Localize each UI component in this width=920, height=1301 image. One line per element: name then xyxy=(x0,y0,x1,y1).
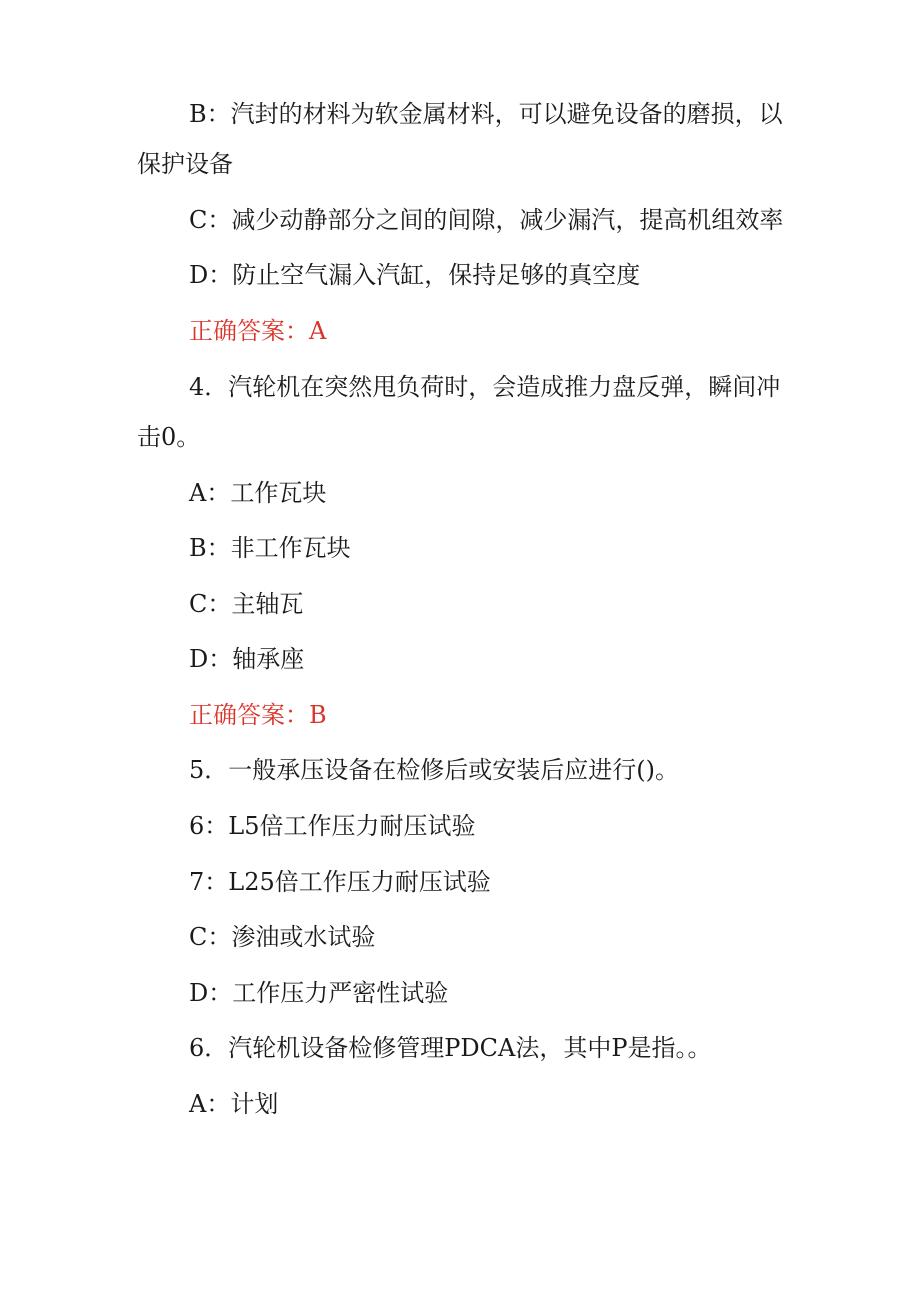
option-b-line-1: B：汽封的材料为软金属材料，可以避免设备的磨损，以 xyxy=(189,100,783,128)
question-6: 6．汽轮机设备检修管理PDCA法，其中P是指。。 xyxy=(189,1034,712,1062)
question-4-line-1: 4．汽轮机在突然甩负荷时，会造成推力盘反弹，瞬间冲 xyxy=(189,373,781,401)
correct-answer-4: 正确答案：B xyxy=(189,701,327,729)
question-4-option-b: B：非工作瓦块 xyxy=(189,534,351,562)
option-b-line-2: 保护设备 xyxy=(137,150,233,178)
question-4-option-a: A：工作瓦块 xyxy=(189,479,327,507)
question-4-option-c: C：主轴瓦 xyxy=(189,590,304,618)
question-5-option-6: 6：L5倍工作压力耐压试验 xyxy=(189,812,476,840)
correct-answer-3: 正确答案：A xyxy=(189,317,327,345)
question-4-option-d: D：轴承座 xyxy=(189,645,305,673)
question-5-option-7: 7：L25倍工作压力耐压试验 xyxy=(189,868,491,896)
question-5-option-c: C：渗油或水试验 xyxy=(189,923,376,951)
question-4-line-2: 击0。 xyxy=(137,423,201,451)
question-6-option-a: A：计划 xyxy=(189,1090,279,1118)
question-5-option-d: D：工作压力严密性试验 xyxy=(189,979,449,1007)
question-5: 5．一般承压设备在检修后或安装后应进行()。 xyxy=(189,756,679,784)
option-d: D：防止空气漏入汽缸，保持足够的真空度 xyxy=(189,261,641,289)
option-c: C：减少动静部分之间的间隙，减少漏汽，提高机组效率 xyxy=(189,206,784,234)
